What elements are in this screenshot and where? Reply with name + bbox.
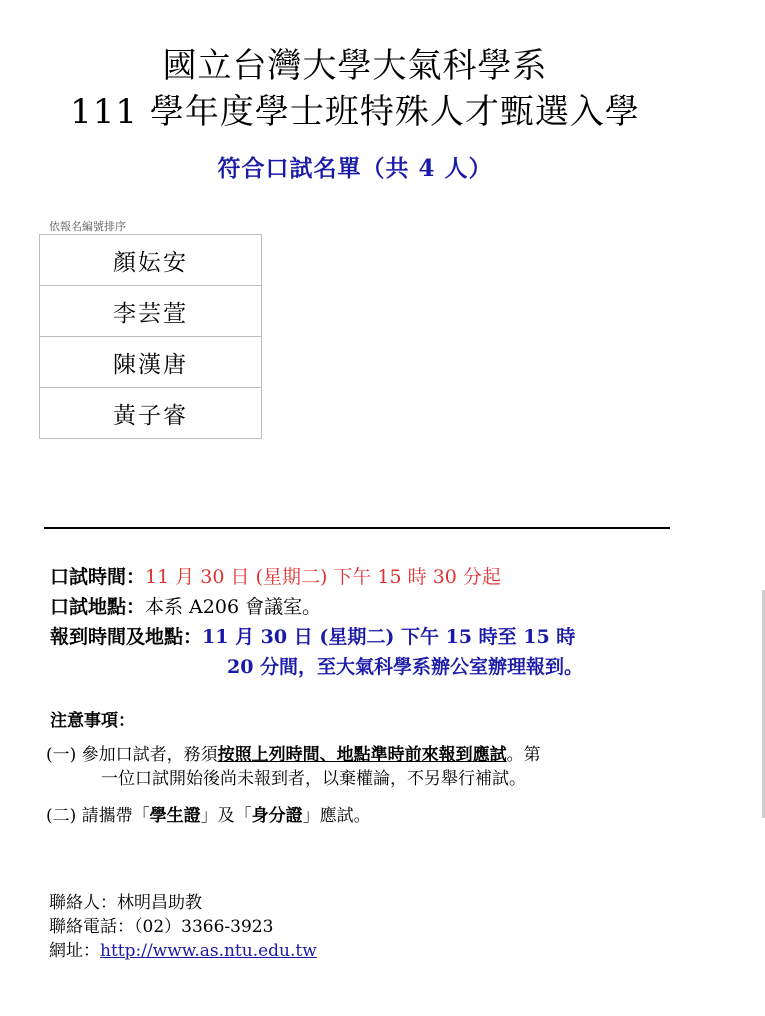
note-1-prefix: (一) 參加口試者，務須: [46, 745, 218, 765]
exam-time-label: 口試時間：: [50, 566, 146, 588]
note-1-emphasis: 按照上列時間、地點準時前來報到應試: [217, 745, 507, 765]
document-title: 國立台灣大學大氣科學系: [162, 46, 548, 86]
note-2-national-id: 身分證: [251, 806, 303, 826]
notes-heading: 注意事項：: [50, 711, 135, 731]
list-subtitle: 符合口試名單（共 4 人）: [217, 155, 493, 182]
exam-place-value: 本系 A206 會議室。: [145, 596, 322, 618]
checkin-value-line2: 20 分間，至大氣科學系辦公室辦理報到。: [227, 656, 584, 678]
document-title-line2: 111 學年度學士班特殊人才甄選入學: [70, 92, 640, 132]
candidate-table: [39, 234, 262, 439]
contact-person: 聯絡人：林明昌助教: [49, 893, 202, 913]
exam-time-value: 11 月 30 日 (星期二) 下午 15 時 30 分起: [145, 566, 501, 588]
note-item-1: [46, 740, 541, 765]
table-row: 顏妘安: [40, 235, 261, 286]
sort-note: 依報名編號排序: [49, 220, 126, 233]
checkin-value-line1: 11 月 30 日 (星期二) 下午 15 時至 15 時: [202, 626, 576, 648]
exam-place: [50, 592, 321, 619]
divider: [44, 527, 670, 529]
website-label: 網址：: [49, 941, 100, 961]
note-2-prefix: (二) 請攜帶「: [46, 806, 150, 826]
table-row: 陳漢唐: [40, 337, 261, 388]
note-2-mid: 」及「: [200, 806, 252, 826]
website-link[interactable]: http://www.as.ntu.edu.tw: [100, 941, 317, 961]
contact-phone: 聯絡電話：（02）3366-3923: [49, 917, 274, 937]
note-item-1-line2: 一位口試開始後尚未報到者，以棄權論，不另舉行補試。: [101, 769, 526, 789]
table-row: 李芸萱: [40, 286, 261, 337]
contact-website: [49, 936, 317, 961]
checkin-label: 報到時間及地點：: [50, 626, 203, 648]
exam-time: [50, 562, 501, 589]
table-row: 黃子睿: [113, 402, 188, 429]
exam-place-label: 口試地點：: [50, 596, 146, 618]
note-item-2: [46, 801, 371, 826]
note-1-suffix: 。第: [506, 745, 541, 765]
note-2-student-id: 學生證: [149, 806, 201, 826]
note-2-suffix: 」應試。: [302, 806, 371, 826]
checkin-info: [50, 622, 575, 649]
